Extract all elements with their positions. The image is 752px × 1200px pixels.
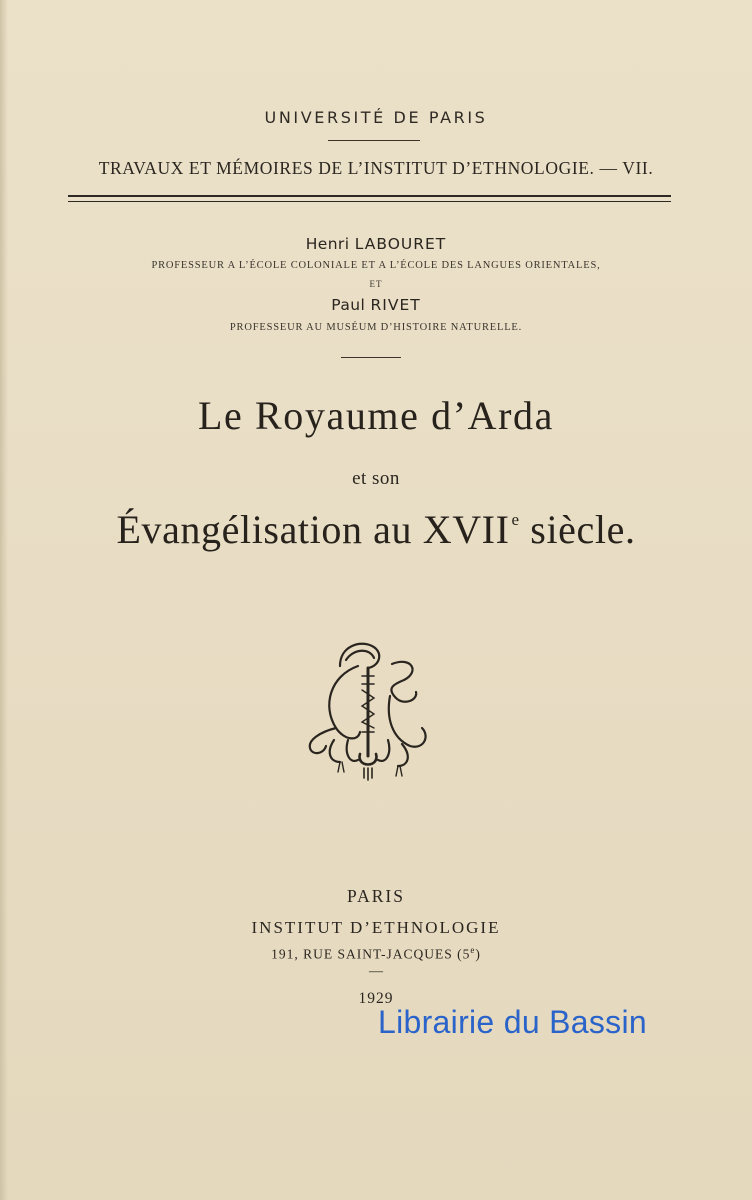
book-subtitle <box>0 506 752 553</box>
author-2-title: PROFESSEUR AU MUSÉUM D’HISTOIRE NATURELLE. <box>229 322 523 333</box>
author-1-first: Henri <box>305 235 350 253</box>
address-superscript: e <box>470 945 476 955</box>
subtitle-main: Évangélisation au XVII <box>116 507 510 552</box>
imprint-address <box>0 945 752 963</box>
subtitle-end: siècle. <box>519 507 636 552</box>
address-street: RUE SAINT-JACQUES <box>303 946 453 962</box>
double-rule-lower <box>68 201 671 202</box>
author-1 <box>0 235 752 253</box>
series-title: TRAVAUX ET MÉMOIRES DE L’INSTITUT D’ETHNOLOGIE. — VII. <box>98 158 654 178</box>
bookseller-watermark: Librairie du Bassin <box>378 1004 647 1040</box>
imprint-year: 1929 <box>358 990 394 1007</box>
imprint-publisher: INSTITUT D’ETHNOLOGIE <box>251 918 501 937</box>
imprint-dash: — <box>369 964 383 979</box>
author-2-first: Paul <box>331 296 366 314</box>
author-2 <box>0 296 752 314</box>
book-title-and: et son <box>352 468 400 489</box>
author-conjunction: ET <box>369 279 383 289</box>
author-1-title: PROFESSEUR A L’ÉCOLE COLONIALE ET A L’ÉCOLE DES LANGUES ORIENTALES, <box>151 260 601 271</box>
author-1-last: LABOURET <box>354 235 447 253</box>
address-number: 191, <box>271 946 304 962</box>
short-rule-top <box>328 140 420 141</box>
publisher-monogram-emblem <box>300 636 436 784</box>
address-arrondissement: (5 <box>452 946 471 962</box>
page-edge-shadow <box>0 0 8 1200</box>
short-rule-middle <box>341 357 401 358</box>
university-heading: UNIVERSITÉ DE PARIS <box>264 108 488 127</box>
double-rule-upper <box>68 195 671 197</box>
book-title: Le Royaume d’Arda <box>198 393 554 438</box>
imprint-city: PARIS <box>347 886 405 906</box>
author-2-last: RIVET <box>370 296 421 314</box>
subtitle-superscript: e <box>511 510 520 529</box>
address-close: ) <box>475 946 481 962</box>
